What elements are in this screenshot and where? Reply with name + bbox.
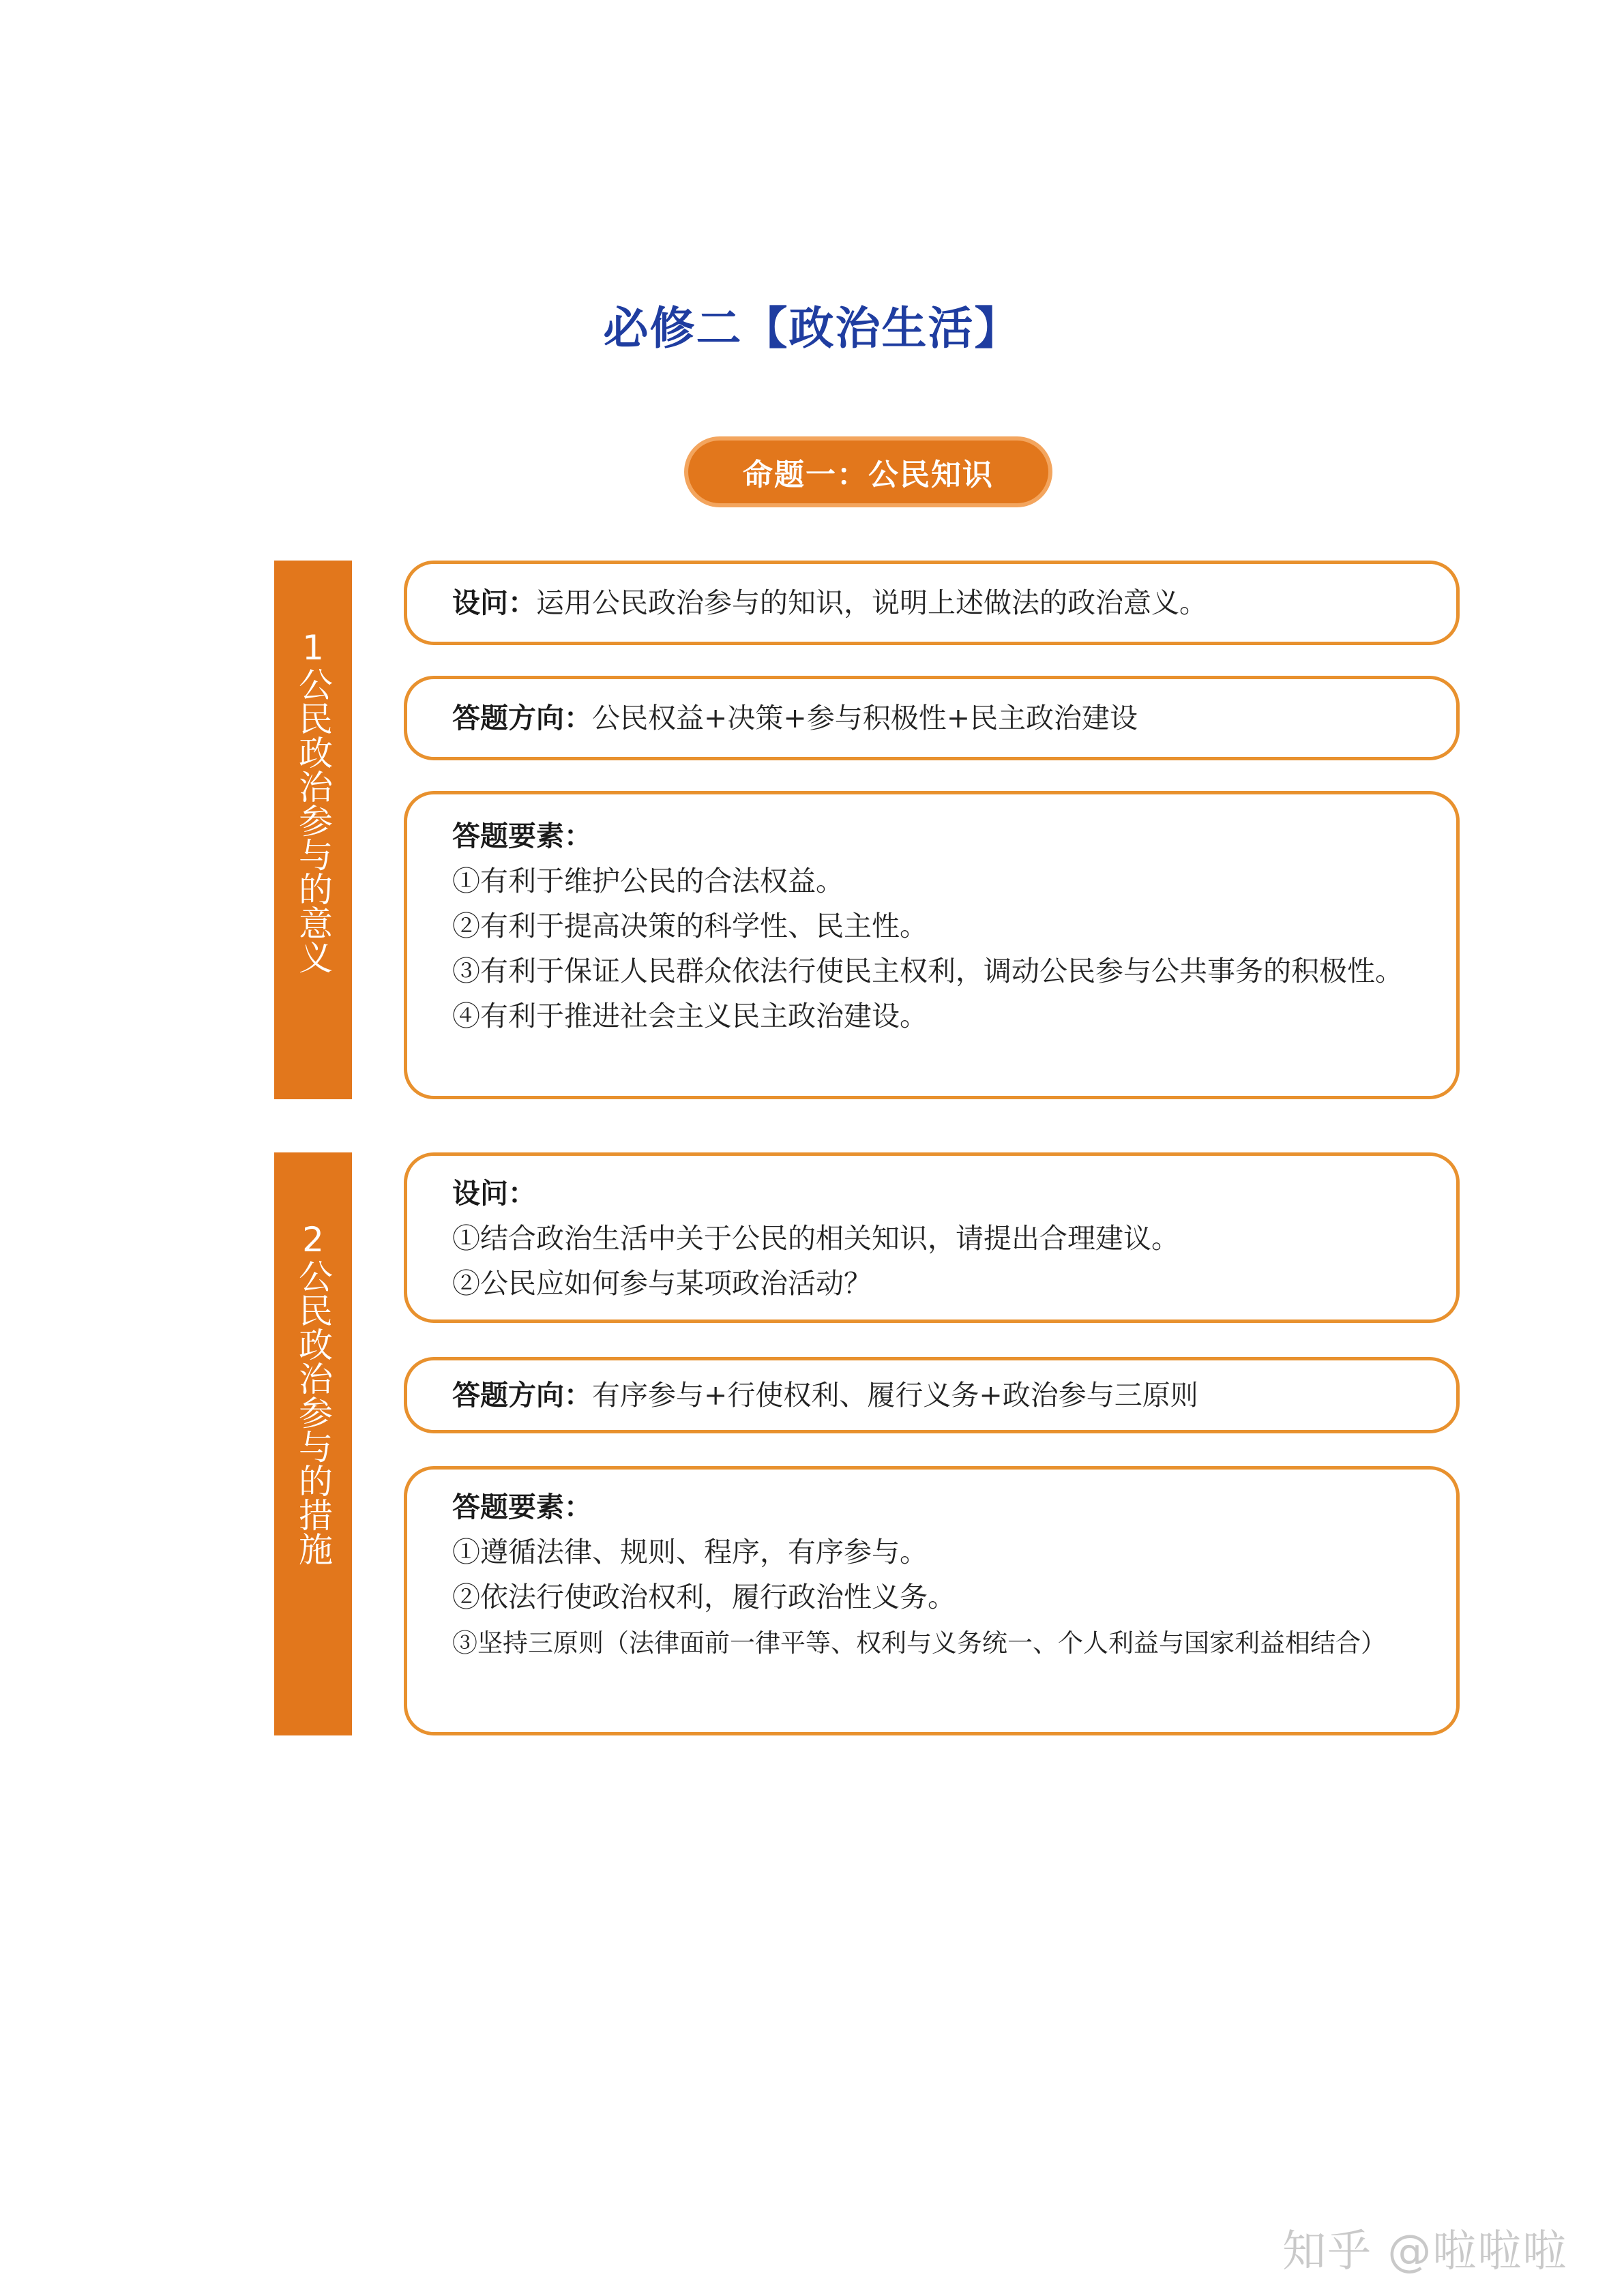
direction-label: 答题方向： <box>452 1379 592 1412</box>
element-item: ①有利于维护公民的合法权益。 <box>452 865 844 897</box>
section-2-direction-box <box>404 1357 1460 1433</box>
section-1-side-label: 公民政治参与的意义 <box>293 667 333 974</box>
section-1-number: 1 <box>302 628 324 668</box>
direction-text: 有序参与+行使权利、履行义务+政治参与三原则 <box>592 1379 1198 1412</box>
section-2-question-box <box>404 1152 1460 1323</box>
section-1-direction-box <box>404 676 1460 760</box>
page-title: 必修二【政治生活】 <box>603 302 1021 355</box>
section-2-side-bar <box>274 1152 352 1735</box>
direction-label: 答题方向： <box>452 702 592 734</box>
topic-label: 命题一：公民知识 <box>743 458 994 492</box>
element-item: ②依法行使政治权利，履行政治性义务。 <box>452 1581 956 1613</box>
section-2-elements-box <box>404 1466 1460 1735</box>
elements-label: 答题要素： <box>452 1491 592 1523</box>
element-item: ④有利于推进社会主义民主政治建设。 <box>452 1000 928 1032</box>
question-text: 运用公民政治参与的知识，说明上述做法的政治意义。 <box>536 586 1207 619</box>
section-1-side-bar <box>274 561 352 1099</box>
question-label: 设问： <box>452 586 536 619</box>
question-label: 设问： <box>452 1177 536 1210</box>
section-2-side-label: 公民政治参与的措施 <box>293 1259 333 1566</box>
question-item: ①结合政治生活中关于公民的相关知识，请提出合理建议。 <box>452 1222 1179 1255</box>
question-item: ②公民应如何参与某项政治活动？ <box>452 1267 872 1300</box>
element-item: ③坚持三原则（法律面前一律平等、权利与义务统一、个人利益与国家利益相结合） <box>452 1628 1386 1658</box>
element-item: ②有利于提高决策的科学性、民主性。 <box>452 910 928 942</box>
section-2-number: 2 <box>302 1220 324 1259</box>
zhihu-watermark: 知乎 @啦啦啦 <box>1282 2226 1568 2277</box>
element-item: ①遵循法律、规则、程序，有序参与。 <box>452 1536 928 1568</box>
section-1-elements-box <box>404 791 1460 1099</box>
section-1-question-box <box>404 561 1460 645</box>
elements-label: 答题要素： <box>452 820 592 852</box>
element-item: ③有利于保证人民群众依法行使民主权利，调动公民参与公共事务的积极性。 <box>452 955 1403 987</box>
topic-badge <box>684 436 1052 507</box>
direction-text: 公民权益+决策+参与积极性+民主政治建设 <box>592 702 1138 734</box>
